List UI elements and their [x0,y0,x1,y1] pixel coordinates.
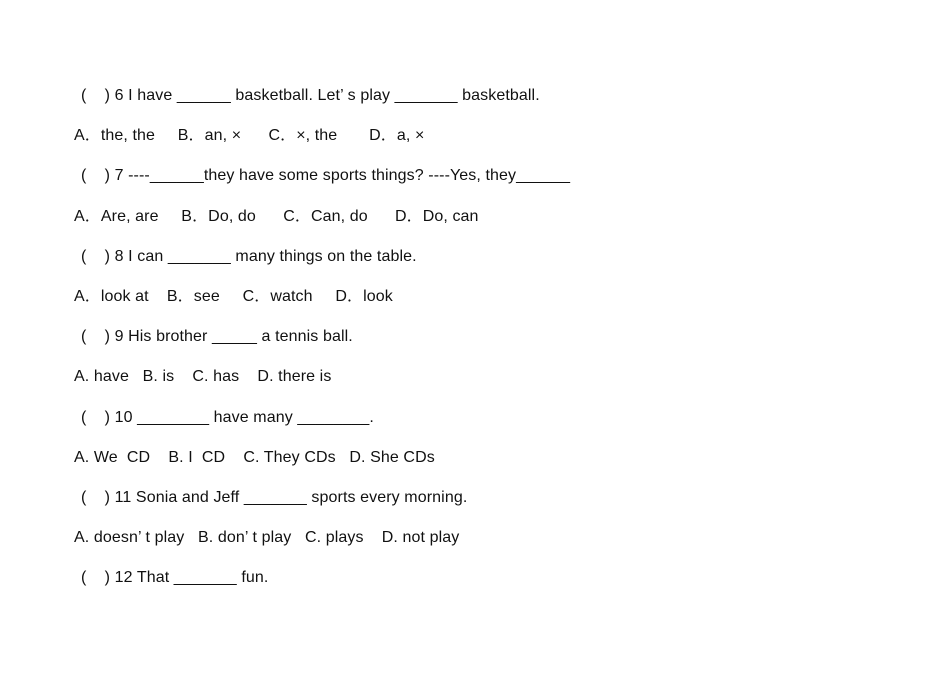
question-9: ( ) 9 His brother _____ a tennis ball. [81,328,353,346]
question-8: ( ) 8 I can _______ many things on the table. [81,247,417,265]
question-10: ( ) 10 ________ have many ________. [81,408,374,426]
options-6: A．the, the B．an, × C．×, the D．a, × [74,127,425,145]
options-8: A．look at B．see C．watch D．look [74,287,393,305]
options-11: A. doesn’ t play B. don’ t play C. plays D. not play [74,529,460,547]
question-7: ( ) 7 ----______they have some sports things? ----Yes, they______ [81,167,571,185]
question-6: ( ) 6 I have ______ basketball. Let’ s play _______ basketball. [81,87,540,104]
question-11: ( ) 11 Sonia and Jeff _______ sports every morning. [81,488,468,506]
options-7: A．Are, are B．Do, do C．Can, do D．Do, can [74,207,479,225]
options-9: A. have B. is C. has D. there is [74,368,332,386]
question-12: ( ) 12 That _______ fun. [81,569,269,587]
exercise-lines [74,86,894,608]
options-10: A. We CD B. I CD C. They CDs D. She CDs [74,448,435,466]
